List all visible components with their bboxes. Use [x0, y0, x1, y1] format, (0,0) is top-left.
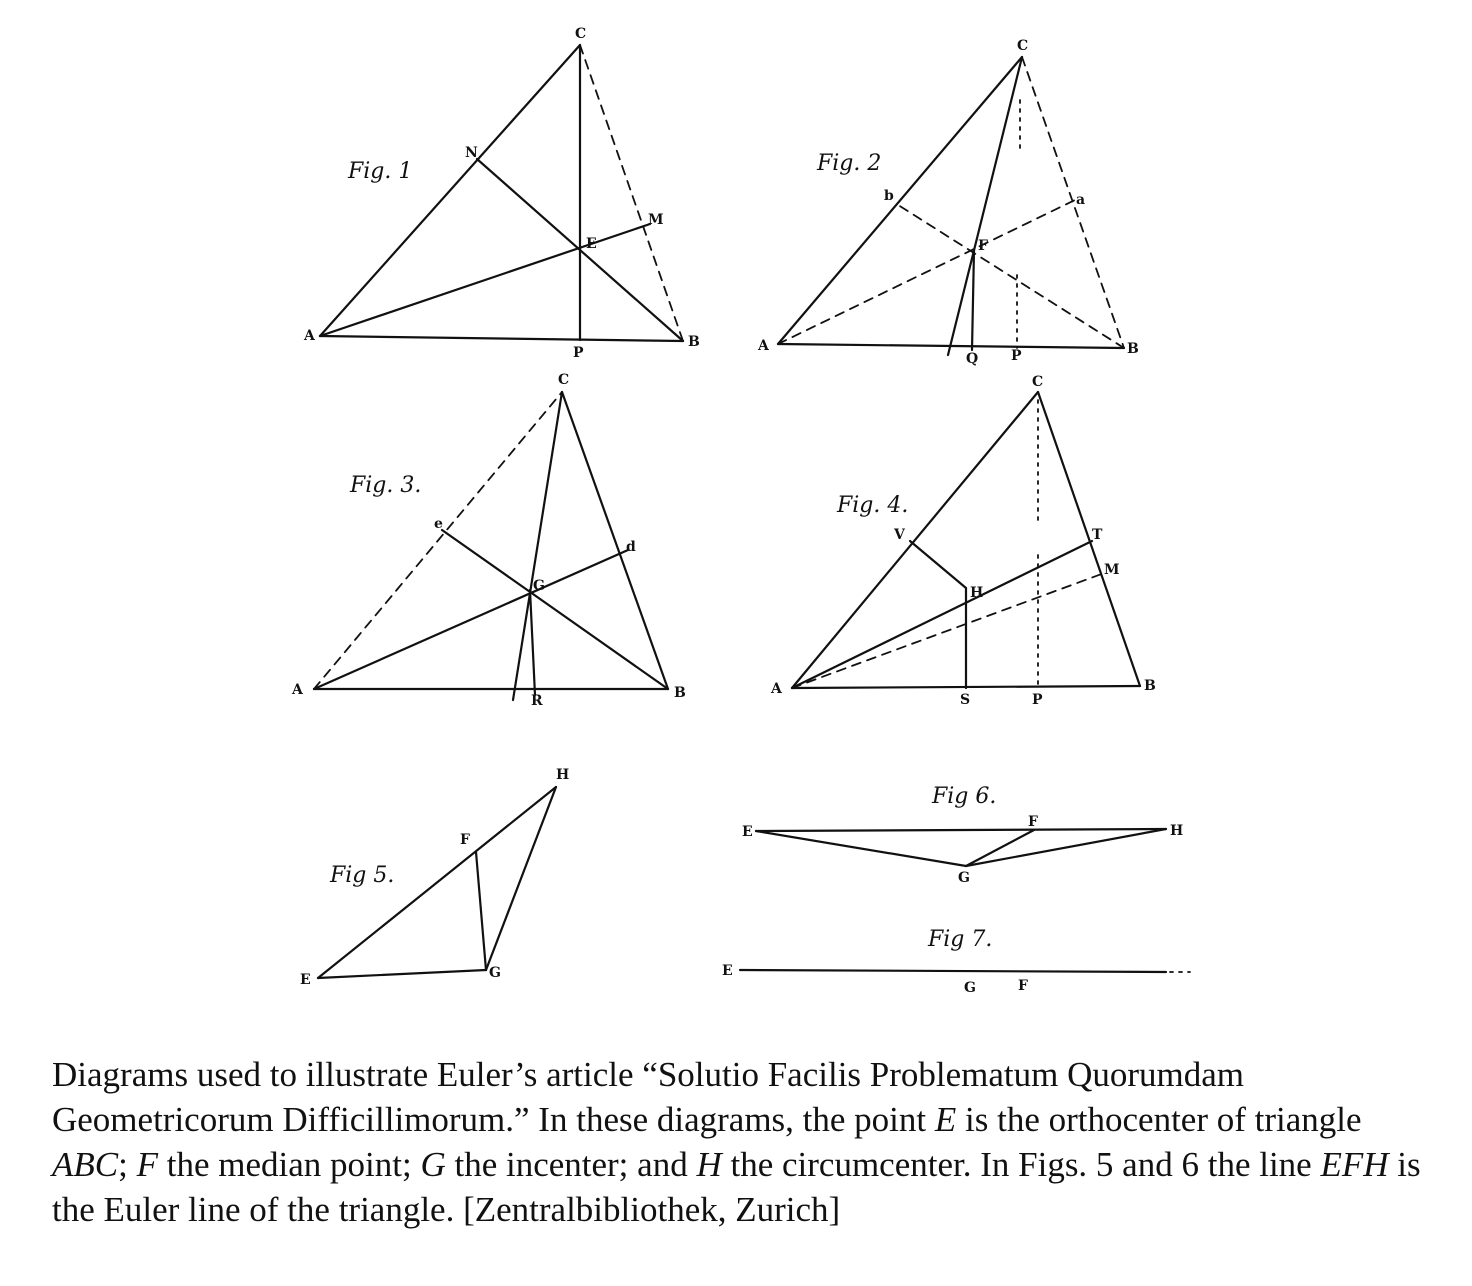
fig3-label: Fig. 3. — [350, 473, 422, 498]
caption-text-4: the median point; — [157, 1145, 421, 1184]
fig1-point-b: B — [688, 334, 700, 350]
fig4-point-a: A — [771, 681, 782, 697]
caption-var-f: F — [136, 1145, 158, 1184]
fig1-point-p: P — [573, 345, 584, 361]
figure-7 — [722, 927, 1190, 996]
fig2-point-c: C — [1017, 38, 1029, 54]
fig4-point-h: H — [970, 585, 984, 601]
fig2-point-b: B — [1127, 341, 1139, 357]
fig3-bisector-c — [513, 392, 562, 700]
fig4-point-p: P — [1032, 692, 1043, 708]
caption-text-3: ; — [118, 1145, 137, 1184]
fig4-point-b: B — [1144, 678, 1156, 694]
fig5-eg — [318, 970, 486, 978]
caption-var-abc: ABC — [52, 1145, 119, 1184]
fig6-point-h: H — [1170, 823, 1184, 839]
fig3-point-c: C — [558, 372, 570, 388]
fig2-fq — [972, 250, 974, 350]
fig4-point-v: V — [894, 527, 905, 543]
fig6-label: Fig 6. — [932, 784, 997, 809]
fig2-side-cb — [1022, 57, 1124, 348]
fig3-side-cb — [562, 392, 668, 689]
fig4-at — [792, 541, 1092, 688]
fig6-gh — [966, 829, 1166, 866]
figure-1 — [303, 26, 700, 361]
fig6-point-e: E — [742, 824, 753, 840]
fig5-point-h: H — [556, 767, 570, 783]
fig1-side-ab — [320, 336, 683, 341]
caption-text-6: the circumcenter. In Figs. 5 and 6 the line — [721, 1145, 1321, 1184]
fig6-eh — [756, 829, 1166, 831]
figure-3 — [291, 372, 686, 709]
fig2-point-a: A — [758, 338, 769, 354]
fig3-point-e: e — [434, 516, 443, 532]
fig4-point-s: S — [960, 692, 971, 708]
fig2-point-b-small: b — [884, 188, 894, 204]
figure-2 — [757, 38, 1139, 367]
caption-text-2: is the orthocenter of triangle — [956, 1100, 1362, 1139]
fig7-point-g: G — [964, 980, 976, 996]
caption-var-efh: EFH — [1320, 1145, 1389, 1184]
fig1-point-a: A — [304, 328, 315, 344]
fig2-median-a — [778, 200, 1075, 344]
fig2-point-p: P — [1011, 348, 1022, 364]
caption-text-1: Diagrams used to illustrate Euler’s article “Solutio Facilis Problematum Quorumdam Geometricorum Difficillimorum.” In these diagrams, the point — [52, 1055, 1245, 1139]
fig5-label: Fig 5. — [330, 863, 395, 888]
caption-var-e: E — [934, 1100, 957, 1139]
fig3-gr — [530, 590, 535, 695]
fig4-side-cb — [1038, 392, 1140, 686]
fig3-point-a: A — [292, 682, 303, 698]
fig4-point-t: T — [1092, 527, 1103, 543]
fig2-median-b — [895, 203, 1124, 348]
fig1-point-m: M — [648, 212, 664, 228]
fig6-point-f: F — [1028, 814, 1038, 830]
fig4-hv — [910, 541, 966, 588]
figure-4 — [770, 374, 1156, 708]
caption-text-5: the incenter; and — [445, 1145, 697, 1184]
figure-6 — [742, 784, 1183, 886]
fig4-point-c: C — [1032, 374, 1044, 390]
fig4-point-m: M — [1104, 562, 1120, 578]
fig6-point-g: G — [958, 870, 970, 886]
fig7-point-e: E — [722, 963, 733, 979]
fig5-point-g: G — [489, 965, 501, 981]
fig2-point-q: Q — [966, 351, 979, 367]
fig7-line — [740, 970, 1166, 972]
fig1-point-e: E — [586, 236, 597, 252]
fig3-point-g: G — [533, 578, 545, 594]
fig1-label: Fig. 1 — [348, 159, 413, 184]
fig3-point-r: R — [531, 693, 543, 709]
caption-text-7: is the Euler line of the triangle. [Zentralbibliothek, Zurich] — [52, 1145, 1421, 1229]
fig5-point-e: E — [300, 972, 311, 988]
fig5-fg — [476, 852, 486, 970]
caption-var-g: G — [420, 1145, 446, 1184]
fig4-label: Fig. 4. — [837, 493, 909, 518]
fig3-point-b: B — [674, 685, 686, 701]
fig5-point-f: F — [460, 832, 470, 848]
fig6-eg — [756, 831, 966, 866]
fig1-point-c: C — [575, 26, 587, 42]
fig3-side-ac — [314, 392, 562, 689]
fig7-point-f: F — [1018, 978, 1028, 994]
fig2-point-f: F — [978, 238, 988, 254]
figure-caption — [52, 1052, 1432, 1232]
fig2-label: Fig. 2 — [817, 151, 882, 176]
fig2-point-a-small: a — [1076, 192, 1086, 208]
fig3-bisector-a — [314, 550, 628, 689]
fig7-label: Fig 7. — [928, 927, 993, 952]
fig1-point-n: N — [465, 145, 478, 161]
fig3-point-d: d — [626, 539, 636, 555]
caption-var-h: H — [696, 1145, 722, 1184]
figure-5 — [300, 767, 569, 988]
